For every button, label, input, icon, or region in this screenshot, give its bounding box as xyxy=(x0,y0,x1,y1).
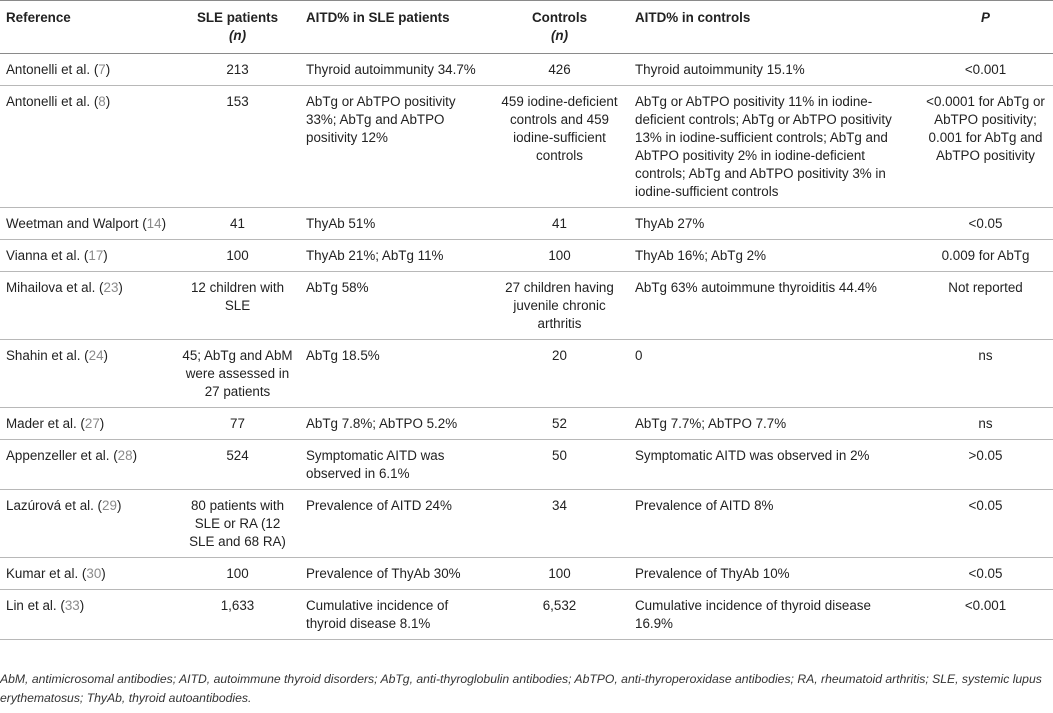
table-row xyxy=(0,590,1053,640)
cell-reference: Antonelli et al. (8) xyxy=(0,86,175,208)
cell-aitd-controls: AbTg 63% autoimmune thyroiditis 44.4% xyxy=(629,272,918,340)
cell-controls: 34 xyxy=(490,490,629,558)
cell-aitd-controls: ThyAb 27% xyxy=(629,208,918,240)
cell-sle-patients: 100 xyxy=(175,558,300,590)
cell-reference: Lazúrová et al. (29) xyxy=(0,490,175,558)
cell-reference: Shahin et al. (24) xyxy=(0,340,175,408)
cell-reference: Mihailova et al. (23) xyxy=(0,272,175,340)
cell-reference: Kumar et al. (30) xyxy=(0,558,175,590)
cell-aitd-controls: Prevalence of ThyAb 10% xyxy=(629,558,918,590)
table-row xyxy=(0,490,1053,558)
table-row xyxy=(0,558,1053,590)
reference-link[interactable]: 8 xyxy=(98,94,106,109)
header-reference: Reference xyxy=(0,1,175,54)
reference-link[interactable]: 14 xyxy=(146,216,162,231)
cell-aitd-sle: Prevalence of ThyAb 30% xyxy=(300,558,490,590)
cell-p-value: <0.0001 for AbTg or AbTPO positivity; 0.001 for AbTg and AbTPO positivity xyxy=(918,86,1053,208)
cell-aitd-sle: AbTg 7.8%; AbTPO 5.2% xyxy=(300,408,490,440)
table-row xyxy=(0,340,1053,408)
cell-sle-patients: 100 xyxy=(175,240,300,272)
cell-aitd-controls: Symptomatic AITD was observed in 2% xyxy=(629,440,918,490)
cell-controls: 6,532 xyxy=(490,590,629,640)
table-row xyxy=(0,86,1053,208)
cell-aitd-controls: Cumulative incidence of thyroid disease 16.9% xyxy=(629,590,918,640)
cell-aitd-controls: AbTg or AbTPO positivity 11% in iodine-deficient controls; AbTg or AbTPO positivity 13% in iodine-sufficient controls; AbTg and AbTPO positivity 2% in iodine-deficient controls; AbTg and AbTPO positivity 3% in iodine-sufficient controls xyxy=(629,86,918,208)
cell-aitd-sle: ThyAb 21%; AbTg 11% xyxy=(300,240,490,272)
reference-link[interactable]: 28 xyxy=(117,448,133,463)
header-aitd-sle: AITD% in SLE patients xyxy=(300,1,490,54)
cell-aitd-controls: 0 xyxy=(629,340,918,408)
cell-sle-patients: 524 xyxy=(175,440,300,490)
cell-sle-patients: 153 xyxy=(175,86,300,208)
cell-controls: 100 xyxy=(490,240,629,272)
cell-controls: 27 children having juvenile chronic arthritis xyxy=(490,272,629,340)
cell-p-value: <0.05 xyxy=(918,558,1053,590)
table-row xyxy=(0,440,1053,490)
cell-p-value: Not reported xyxy=(918,272,1053,340)
cell-aitd-sle: Prevalence of AITD 24% xyxy=(300,490,490,558)
table-row xyxy=(0,240,1053,272)
cell-controls: 20 xyxy=(490,340,629,408)
table-row xyxy=(0,54,1053,86)
cell-aitd-sle: AbTg 18.5% xyxy=(300,340,490,408)
cell-controls: 426 xyxy=(490,54,629,86)
cell-sle-patients: 1,633 xyxy=(175,590,300,640)
cell-sle-patients: 45; AbTg and AbM were assessed in 27 patients xyxy=(175,340,300,408)
cell-aitd-controls: Thyroid autoimmunity 15.1% xyxy=(629,54,918,86)
cell-reference: Appenzeller et al. (28) xyxy=(0,440,175,490)
cell-p-value: <0.001 xyxy=(918,590,1053,640)
cell-aitd-sle: Symptomatic AITD was observed in 6.1% xyxy=(300,440,490,490)
cell-controls: 50 xyxy=(490,440,629,490)
cell-controls: 41 xyxy=(490,208,629,240)
table-row xyxy=(0,272,1053,340)
header-controls-n: (n) xyxy=(550,28,569,43)
reference-link[interactable]: 7 xyxy=(98,62,106,77)
table-footnote: AbM, antimicrosomal antibodies; AITD, autoimmune thyroid disorders; AbTg, anti-thyroglobulin antibodies; AbTPO, anti-thyroperoxidase antibodies; RA, rheumatoid arthritis; SLE, systemic lupus erythematosus; ThyAb, thyroid autoantibodies. xyxy=(0,672,1042,705)
cell-p-value: 0.009 for AbTg xyxy=(918,240,1053,272)
header-controls: Controls (n) xyxy=(490,1,629,54)
table-row xyxy=(0,408,1053,440)
reference-link[interactable]: 17 xyxy=(88,248,104,263)
reference-link[interactable]: 23 xyxy=(103,280,119,295)
reference-link[interactable]: 27 xyxy=(84,416,100,431)
cell-sle-patients: 213 xyxy=(175,54,300,86)
cell-aitd-sle: AbTg or AbTPO positivity 33%; AbTg and AbTPO positivity 12% xyxy=(300,86,490,208)
cell-aitd-controls: Prevalence of AITD 8% xyxy=(629,490,918,558)
cell-p-value: ns xyxy=(918,408,1053,440)
cell-p-value: <0.05 xyxy=(918,490,1053,558)
cell-controls: 100 xyxy=(490,558,629,590)
cell-sle-patients: 41 xyxy=(175,208,300,240)
cell-aitd-controls: ThyAb 16%; AbTg 2% xyxy=(629,240,918,272)
cell-reference: Vianna et al. (17) xyxy=(0,240,175,272)
cell-sle-patients: 77 xyxy=(175,408,300,440)
cell-aitd-sle: AbTg 58% xyxy=(300,272,490,340)
cell-reference: Mader et al. (27) xyxy=(0,408,175,440)
header-aitd-controls: AITD% in controls xyxy=(629,1,918,54)
cell-reference: Lin et al. (33) xyxy=(0,590,175,640)
cell-aitd-sle: Cumulative incidence of thyroid disease 8.1% xyxy=(300,590,490,640)
cell-sle-patients: 80 patients with SLE or RA (12 SLE and 68 RA) xyxy=(175,490,300,558)
cell-aitd-controls: AbTg 7.7%; AbTPO 7.7% xyxy=(629,408,918,440)
reference-link[interactable]: 24 xyxy=(88,348,104,363)
reference-link[interactable]: 33 xyxy=(64,598,80,613)
cell-p-value: >0.05 xyxy=(918,440,1053,490)
table-row xyxy=(0,208,1053,240)
cell-controls: 459 iodine-deficient controls and 459 iodine-sufficient controls xyxy=(490,86,629,208)
cell-p-value: ns xyxy=(918,340,1053,408)
header-sle-patients: SLE patients (n) xyxy=(175,1,300,54)
header-row xyxy=(0,1,1053,54)
cell-reference: Weetman and Walport (14) xyxy=(0,208,175,240)
cell-sle-patients: 12 children with SLE xyxy=(175,272,300,340)
cell-reference: Antonelli et al. (7) xyxy=(0,54,175,86)
cell-aitd-sle: ThyAb 51% xyxy=(300,208,490,240)
cell-p-value: <0.05 xyxy=(918,208,1053,240)
reference-link[interactable]: 30 xyxy=(86,566,102,581)
header-p-value: P xyxy=(918,1,1053,54)
cell-aitd-sle: Thyroid autoimmunity 34.7% xyxy=(300,54,490,86)
cell-controls: 52 xyxy=(490,408,629,440)
header-sle-n: (n) xyxy=(228,28,247,43)
cell-p-value: <0.001 xyxy=(918,54,1053,86)
reference-link[interactable]: 29 xyxy=(102,498,117,513)
